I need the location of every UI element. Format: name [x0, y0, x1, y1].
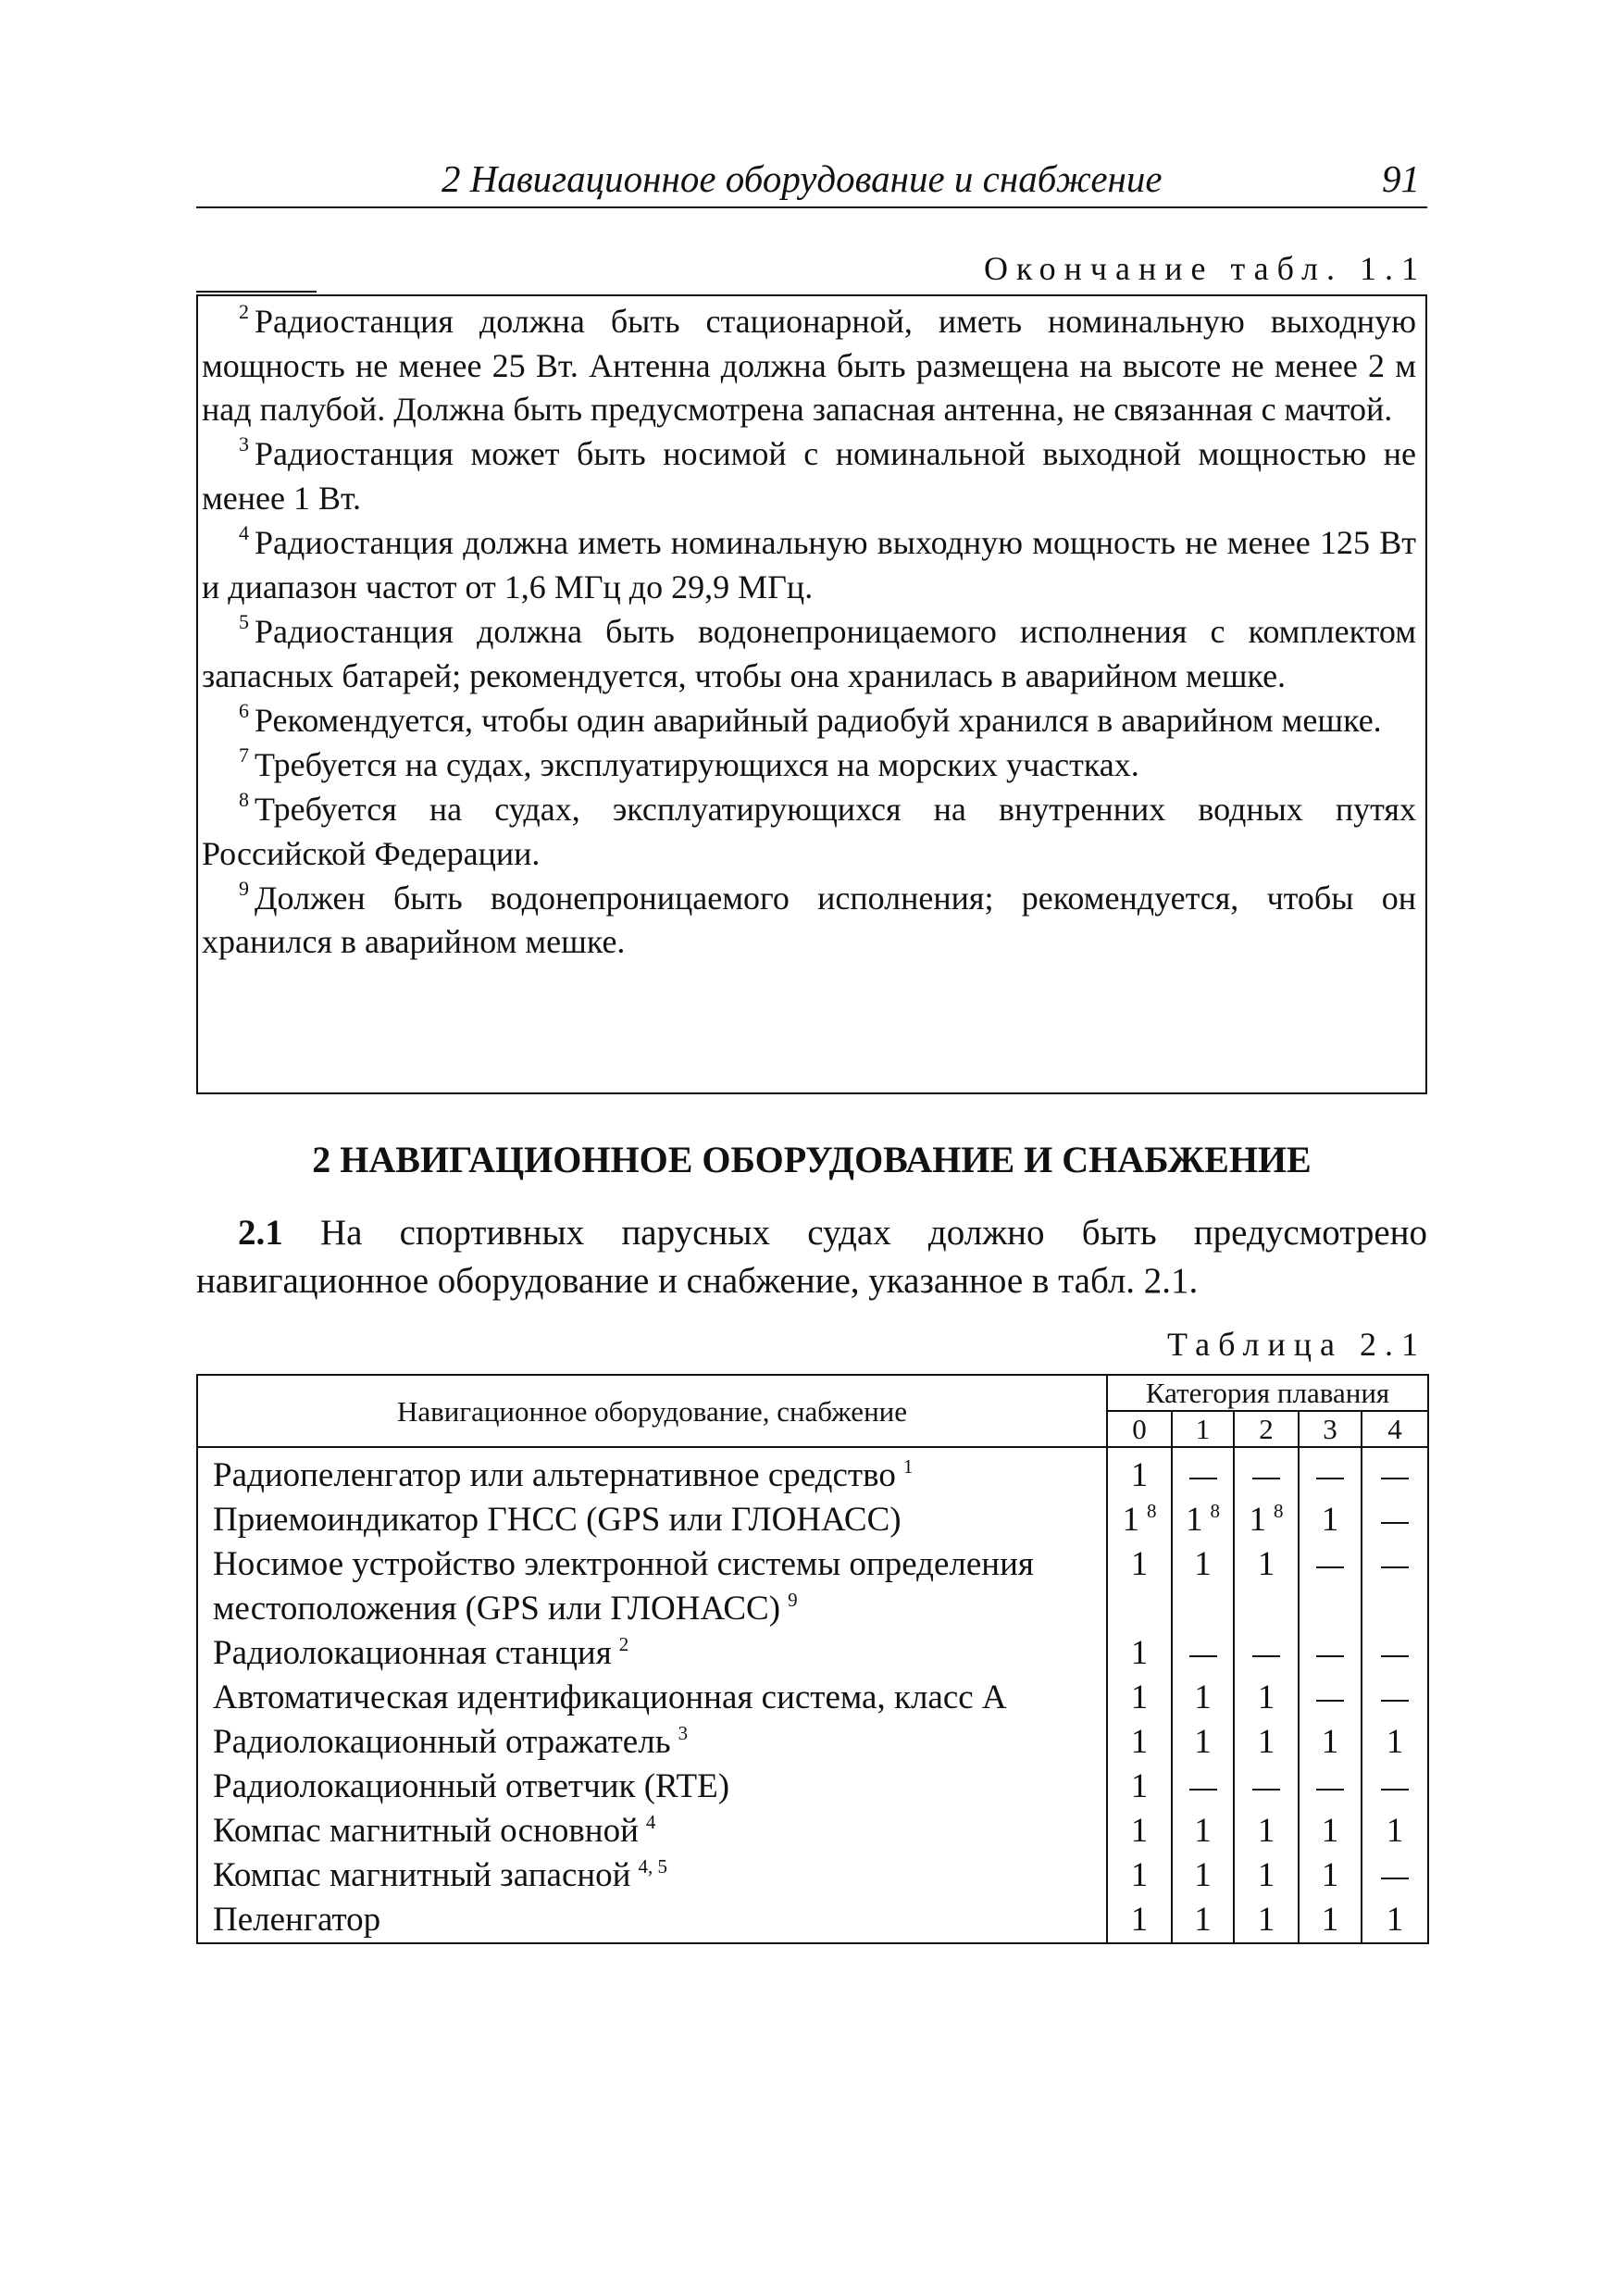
dash-mark — [1381, 1700, 1409, 1702]
item-name: Приемоиндикатор ГНСС (GPS или ГЛОНАСС) — [213, 1501, 902, 1539]
value-cell — [1299, 1676, 1362, 1720]
footnote-text: Рекомендуется, чтобы один аварийный радиобуй хранился в аварийном мешке. — [255, 701, 1382, 739]
value-cell — [1362, 1676, 1428, 1720]
value-text: 1 — [1257, 1856, 1275, 1894]
value-text: 1 — [1386, 1901, 1404, 1939]
dash-mark — [1189, 1478, 1217, 1479]
footnote — [202, 743, 1416, 788]
value-cell — [1299, 1853, 1362, 1898]
dash-mark — [1381, 1478, 1409, 1479]
footnote-text: Радиостанция должна иметь номинальную выходную мощность не менее 125 Вт и диапазон частот от 1,6 МГц до 29,9 МГц. — [202, 524, 1416, 605]
dash-mark — [1381, 1878, 1409, 1879]
value-text: 1 — [1130, 1545, 1149, 1583]
value-cell — [1299, 1447, 1362, 1498]
item-name-cell — [197, 1447, 1107, 1498]
table-row — [197, 1447, 1428, 1498]
value-cell — [1362, 1809, 1428, 1853]
item-name-cell — [197, 1542, 1107, 1631]
table-row — [197, 1898, 1428, 1943]
category-4-header: 4 — [1362, 1411, 1428, 1447]
item-name-cell — [197, 1809, 1107, 1853]
item-name-cell — [197, 1898, 1107, 1943]
footnote-mark: 2 — [239, 300, 249, 323]
item-name: Пеленгатор — [213, 1901, 381, 1939]
value-text: 1 — [1257, 1545, 1275, 1583]
section-paragraph — [196, 1209, 1427, 1305]
dash-mark — [1381, 1789, 1409, 1791]
value-cell — [1234, 1765, 1299, 1809]
value-cell — [1362, 1765, 1428, 1809]
value-text: 1 — [1194, 1856, 1212, 1894]
value-text: 1 — [1257, 1723, 1275, 1761]
item-footnote-ref: 4 — [645, 1811, 656, 1833]
value-cell — [1299, 1765, 1362, 1809]
value-cell — [1172, 1676, 1234, 1720]
item-name: Радиопеленгатор или альтернативное средство — [213, 1456, 896, 1494]
value-cell — [1362, 1853, 1428, 1898]
value-text: 1 — [1122, 1501, 1139, 1539]
value-cell — [1107, 1676, 1172, 1720]
dash-mark — [1316, 1478, 1344, 1479]
dash-mark — [1189, 1655, 1217, 1657]
value-cell — [1107, 1447, 1172, 1498]
category-1-header: 1 — [1172, 1411, 1234, 1447]
value-cell — [1299, 1498, 1362, 1542]
value-cell — [1172, 1542, 1234, 1631]
value-cell — [1107, 1809, 1172, 1853]
table-header-row — [197, 1375, 1428, 1411]
value-cell — [1107, 1898, 1172, 1943]
item-name: Радиолокационная станция — [213, 1634, 612, 1672]
section-title: 2 НАВИГАЦИОННОЕ ОБОРУДОВАНИЕ И СНАБЖЕНИЕ — [312, 1139, 1312, 1180]
table-footnotes-box — [196, 294, 1427, 1094]
value-text: 1 — [1321, 1723, 1339, 1761]
table-row — [197, 1676, 1428, 1720]
value-text: 1 — [1321, 1501, 1339, 1539]
footnote-mark: 3 — [239, 432, 249, 456]
table-row — [197, 1542, 1428, 1631]
value-cell — [1234, 1853, 1299, 1898]
value-cell — [1362, 1631, 1428, 1676]
dash-mark — [1316, 1655, 1344, 1657]
page-header — [196, 156, 1427, 208]
item-name-cell — [197, 1853, 1107, 1898]
value-cell — [1107, 1765, 1172, 1809]
value-footnote-ref: 8 — [1210, 1500, 1220, 1522]
paragraph-number: 2.1 — [238, 1213, 283, 1253]
value-text: 1 — [1194, 1678, 1212, 1716]
value-cell — [1234, 1676, 1299, 1720]
dash-mark — [1252, 1478, 1280, 1479]
item-name: Компас магнитный основной — [213, 1812, 639, 1850]
value-cell — [1172, 1898, 1234, 1943]
value-text: 1 — [1321, 1856, 1339, 1894]
value-cell — [1172, 1853, 1234, 1898]
footnote — [202, 300, 1416, 432]
value-cell — [1299, 1631, 1362, 1676]
footnote-mark: 6 — [239, 698, 249, 722]
item-name: Компас магнитный запасной — [213, 1856, 631, 1894]
value-text: 1 — [1194, 1812, 1212, 1850]
value-text: 1 — [1386, 1812, 1404, 1850]
value-text: 1 — [1249, 1501, 1266, 1539]
value-cell — [1234, 1542, 1299, 1631]
value-text: 1 — [1130, 1767, 1149, 1805]
footnote — [202, 521, 1416, 609]
footnote-rule — [196, 291, 317, 293]
value-cell — [1234, 1720, 1299, 1765]
footnotes-list — [202, 300, 1416, 966]
value-cell — [1234, 1898, 1299, 1943]
category-0-header: 0 — [1107, 1411, 1172, 1447]
item-footnote-ref: 3 — [678, 1722, 689, 1744]
value-cell — [1107, 1853, 1172, 1898]
value-cell — [1172, 1498, 1234, 1542]
item-footnote-ref: 9 — [788, 1589, 798, 1611]
value-cell — [1362, 1720, 1428, 1765]
value-text: 1 — [1130, 1634, 1149, 1672]
item-name-cell — [197, 1765, 1107, 1809]
value-text: 1 — [1130, 1856, 1149, 1894]
footnote-text: Должен быть водонепроницаемого исполнения; рекомендуется, чтобы он хранился в аварийном мешке. — [202, 879, 1416, 961]
value-footnote-ref: 8 — [1147, 1500, 1157, 1522]
dash-mark — [1316, 1789, 1344, 1791]
footnote-mark: 8 — [239, 788, 249, 812]
value-text: 1 — [1257, 1678, 1275, 1716]
footnote — [202, 788, 1416, 876]
running-title: 2 Навигационное оборудование и снабжение — [442, 157, 1163, 200]
value-cell — [1299, 1898, 1362, 1943]
item-name-cell — [197, 1631, 1107, 1676]
value-cell — [1234, 1447, 1299, 1498]
item-name: Радиолокационный ответчик (RTE) — [213, 1767, 730, 1805]
table-row — [197, 1765, 1428, 1809]
footnote — [202, 432, 1416, 520]
value-cell — [1234, 1809, 1299, 1853]
table-caption: Таблица 2.1 — [1167, 1326, 1426, 1363]
table-row — [197, 1631, 1428, 1676]
value-cell — [1362, 1542, 1428, 1631]
table-row — [197, 1853, 1428, 1898]
table-row — [197, 1498, 1428, 1542]
dash-mark — [1381, 1522, 1409, 1524]
value-cell — [1172, 1631, 1234, 1676]
value-text: 1 — [1130, 1723, 1149, 1761]
value-text: 1 — [1194, 1545, 1212, 1583]
dash-mark — [1381, 1655, 1409, 1657]
value-cell — [1172, 1809, 1234, 1853]
equipment-table — [196, 1374, 1429, 1944]
name-column-header: Навигационное оборудование, снабжение — [197, 1375, 1107, 1447]
category-group-header: Категория плавания — [1107, 1375, 1428, 1411]
dash-mark — [1381, 1566, 1409, 1568]
item-footnote-ref: 1 — [902, 1455, 914, 1478]
value-cell — [1107, 1631, 1172, 1676]
footnote-mark: 4 — [239, 521, 249, 545]
value-cell — [1107, 1542, 1172, 1631]
value-text: 1 — [1194, 1723, 1212, 1761]
value-footnote-ref: 8 — [1274, 1500, 1284, 1522]
footnote-mark: 9 — [239, 876, 249, 900]
page-number: 91 — [1382, 157, 1420, 200]
value-cell — [1172, 1720, 1234, 1765]
item-name: Радиолокационный отражатель — [213, 1723, 671, 1761]
footnote-text: Радиостанция может быть носимой с номинальной выходной мощностью не менее 1 Вт. — [202, 435, 1416, 517]
value-text: 1 — [1130, 1456, 1149, 1494]
item-name-cell — [197, 1720, 1107, 1765]
value-text: 1 — [1130, 1812, 1149, 1850]
value-text: 1 — [1386, 1723, 1404, 1761]
value-text: 1 — [1130, 1678, 1149, 1716]
value-text: 1 — [1257, 1901, 1275, 1939]
footnote-text: Требуется на судах, эксплуатирующихся на морских участках. — [255, 745, 1139, 783]
item-name-cell — [197, 1498, 1107, 1542]
value-cell — [1362, 1898, 1428, 1943]
notes-caption: Окончание табл. 1.1 — [983, 250, 1426, 287]
footnote — [202, 877, 1416, 965]
category-3-header: 3 — [1299, 1411, 1362, 1447]
value-cell — [1299, 1809, 1362, 1853]
item-name: Автоматическая идентификационная система, класс А — [213, 1678, 1007, 1716]
table-row — [197, 1720, 1428, 1765]
footnote-text: Требуется на судах, эксплуатирующихся на внутренних водных путях Российской Федерации. — [202, 791, 1416, 872]
value-cell — [1299, 1720, 1362, 1765]
category-2-header: 2 — [1234, 1411, 1299, 1447]
value-cell — [1234, 1631, 1299, 1676]
value-text: 1 — [1321, 1812, 1339, 1850]
footnote-mark: 7 — [239, 742, 249, 767]
dash-mark — [1316, 1566, 1344, 1568]
value-text: 1 — [1186, 1501, 1203, 1539]
value-text: 1 — [1130, 1901, 1149, 1939]
footnote — [202, 610, 1416, 698]
value-cell — [1172, 1447, 1234, 1498]
paragraph-text: На спортивных парусных судах должно быть предусмотрено навигационное оборудование и снабжение, указанное в табл. 2.1. — [196, 1213, 1427, 1301]
table-row — [197, 1809, 1428, 1853]
item-name: Носимое устройство электронной системы определения местоположения (GPS или ГЛОНАСС) — [213, 1545, 1034, 1628]
dash-mark — [1316, 1700, 1344, 1702]
item-footnote-ref: 4, 5 — [638, 1855, 667, 1878]
value-cell — [1362, 1447, 1428, 1498]
value-cell — [1107, 1498, 1172, 1542]
dash-mark — [1252, 1789, 1280, 1791]
table-body — [197, 1447, 1428, 1943]
item-name-cell — [197, 1676, 1107, 1720]
value-text: 1 — [1194, 1901, 1212, 1939]
footnote-text: Радиостанция должна быть водонепроницаемого исполнения с комплектом запасных батарей; рекомендуется, чтобы она хранилась в аварийном мешке. — [202, 612, 1416, 694]
value-cell — [1172, 1765, 1234, 1809]
value-text: 1 — [1321, 1901, 1339, 1939]
value-text: 1 — [1257, 1812, 1275, 1850]
value-cell — [1362, 1498, 1428, 1542]
value-cell — [1107, 1720, 1172, 1765]
value-cell — [1299, 1542, 1362, 1631]
footnote-text: Радиостанция должна быть стационарной, иметь номинальную выходную мощность не менее 25 Вт. Антенна должна быть размещена на высоте не менее 2 м над палубой. Должна быть предусмотрена запасная антенна, не связанная с мачтой. — [202, 303, 1416, 429]
value-cell — [1234, 1498, 1299, 1542]
footnote-mark: 5 — [239, 609, 249, 633]
dash-mark — [1189, 1789, 1217, 1791]
footnote — [202, 699, 1416, 743]
item-footnote-ref: 2 — [618, 1633, 629, 1655]
dash-mark — [1252, 1655, 1280, 1657]
